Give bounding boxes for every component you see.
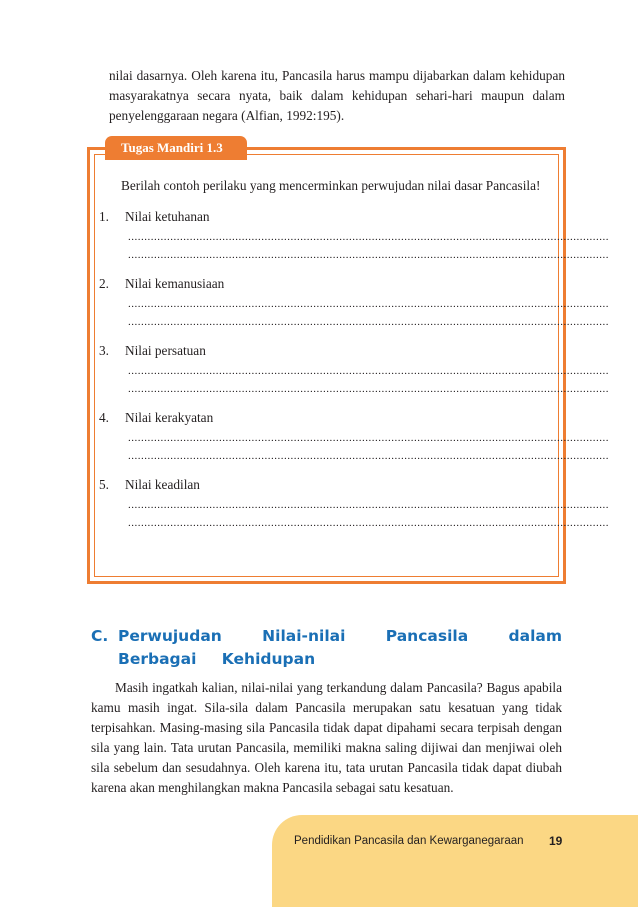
task-item-number: 1.: [99, 209, 109, 224]
task-item: [91, 274, 609, 330]
answer-line[interactable]: ....................................................................................................................................................: [128, 316, 609, 328]
answer-line[interactable]: ....................................................................................................................................................: [128, 517, 609, 529]
section-title: Perwujudan Nilai-nilai Pancasila dalam Berbagai Kehidupan: [118, 627, 562, 668]
answer-line[interactable]: ....................................................................................................................................................: [128, 365, 609, 377]
answer-line[interactable]: ....................................................................................................................................................: [128, 499, 609, 511]
answer-line[interactable]: ....................................................................................................................................................: [128, 450, 609, 462]
task-item-label: Nilai keadilan: [125, 477, 200, 492]
task-item-label: Nilai ketuhanan: [125, 209, 210, 224]
intro-text: nilai dasarnya. Oleh karena itu, Pancasila harus mampu dijabarkan dalam kehidupan masyarakatnya secara nyata, baik dalam kehidupan sehari-hari maupun dalam penyelenggaraan negara (Alfian, 1992:195).: [109, 68, 565, 123]
task-item-label: Nilai persatuan: [125, 343, 206, 358]
task-item: [91, 408, 609, 464]
intro-paragraph: [109, 66, 565, 126]
task-item-number: 5.: [99, 477, 109, 492]
answer-line[interactable]: ....................................................................................................................................................: [128, 298, 609, 310]
task-item: [91, 341, 609, 397]
page-number: 19: [549, 834, 563, 848]
task-item: [91, 475, 609, 531]
task-item-number: 4.: [99, 410, 109, 425]
task-item: [91, 207, 609, 263]
task-label-tab: Tugas Mandiri 1.3: [105, 136, 247, 160]
answer-line[interactable]: ....................................................................................................................................................: [128, 249, 609, 261]
task-body: [91, 176, 609, 531]
task-item-label: Nilai kemanusiaan: [125, 276, 225, 291]
task-item-number: 2.: [99, 276, 109, 291]
footer-book-title: Pendidikan Pancasila dan Kewarganegaraan: [294, 835, 524, 847]
task-instruction: Berilah contoh perilaku yang mencerminkan perwujudan nilai dasar Pancasila!: [121, 178, 541, 193]
section-letter: C.: [91, 627, 109, 645]
answer-line[interactable]: ....................................................................................................................................................: [128, 432, 609, 444]
section-body-text: Masih ingatkah kalian, nilai-nilai yang terkandung dalam Pancasila? Bagus apabila kamu masih ingat. Sila-sila dalam Pancasila merupakan satu kesatuan yang tidak terpisahkan. Masing-masing sila Pancasila tidak dapat dipahami secara terpisah dengan sila yang lain. Tata urutan Pancasila, memiliki makna saling dijiwai dan menjiwai oleh sila sebelum dan sesudahnya. Oleh karena itu, tata urutan Pancasila tidak dapat diubah karena akan menghilangkan makna Pancasila sebagai satu kesatuan.: [91, 680, 562, 795]
answer-line[interactable]: ....................................................................................................................................................: [128, 231, 609, 243]
footer-band: [272, 815, 638, 907]
section-heading: [91, 625, 562, 671]
answer-line[interactable]: ....................................................................................................................................................: [128, 383, 609, 395]
task-item-label: Nilai kerakyatan: [125, 410, 214, 425]
task-item-number: 3.: [99, 343, 109, 358]
